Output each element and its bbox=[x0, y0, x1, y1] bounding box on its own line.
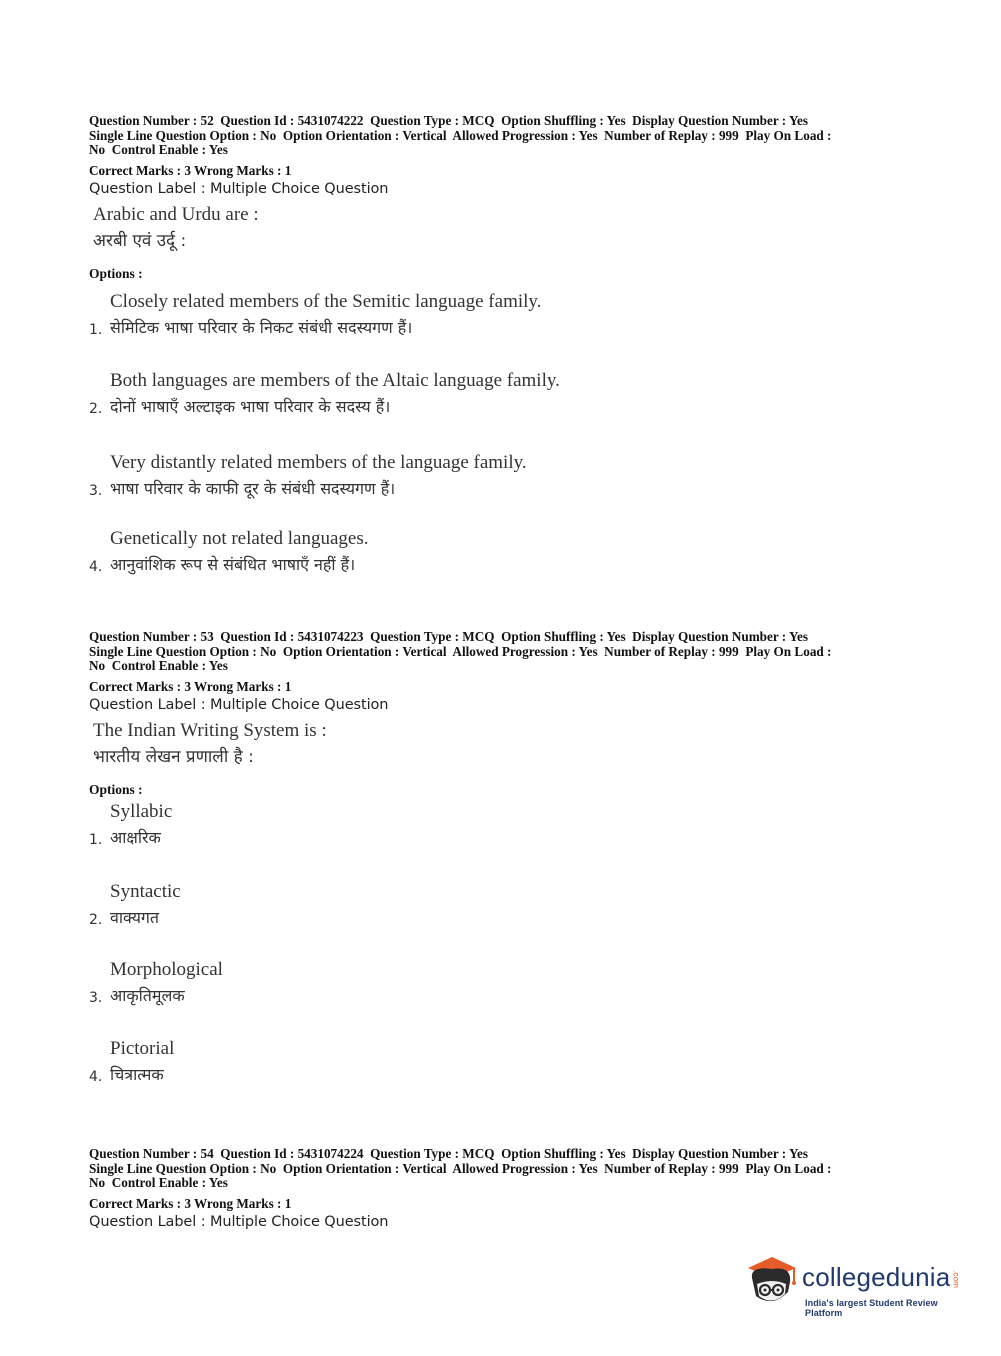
collegedunia-logo bbox=[742, 1252, 972, 1318]
question-52 bbox=[89, 114, 969, 630]
option-text-english: Pictorial bbox=[110, 1037, 175, 1059]
option-text-hindi: दोनों भाषाएँ अल्टाइक भाषा परिवार के सदस्य हैं। bbox=[110, 396, 391, 416]
option-number: 4. bbox=[89, 558, 103, 575]
option-number: 3. bbox=[89, 989, 103, 1006]
question-text-english: Arabic and Urdu are : bbox=[93, 203, 259, 225]
question-meta-line-2: Single Line Question Option : No Option Orientation : Vertical Allowed Progression : Yes Number of Replay : 999 Play On Load : bbox=[89, 643, 832, 659]
option-text-hindi: आक्षरिक bbox=[110, 827, 161, 847]
question-marks: Correct Marks : 3 Wrong Marks : 1 bbox=[89, 678, 292, 694]
question-54 bbox=[89, 1147, 969, 1232]
question-meta-line-1: Question Number : 54 Question Id : 5431074224 Question Type : MCQ Option Shuffling : Yes Display Question Number : Yes bbox=[89, 1146, 809, 1161]
option-number: 3. bbox=[89, 482, 103, 499]
logo-tagline: India's largest Student Review Platform bbox=[805, 1298, 938, 1318]
option-number: 2. bbox=[89, 400, 103, 417]
question-meta-line-2: Single Line Question Option : No Option Orientation : Vertical Allowed Progression : Yes Number of Replay : 999 Play On Load : bbox=[89, 1160, 832, 1176]
option-text-english: Morphological bbox=[110, 958, 223, 980]
option-1 bbox=[89, 800, 969, 852]
option-3 bbox=[89, 958, 969, 1010]
option-3 bbox=[89, 451, 969, 503]
question-meta-line-1: Question Number : 53 Question Id : 5431074223 Question Type : MCQ Option Shuffling : Yes Display Question Number : Yes bbox=[89, 629, 809, 644]
option-text-english: Closely related members of the Semitic language family. bbox=[110, 290, 542, 312]
option-1 bbox=[89, 290, 969, 342]
question-paper bbox=[89, 114, 969, 1232]
option-text-english: Genetically not related languages. bbox=[110, 527, 369, 549]
option-text-hindi: चित्रात्मक bbox=[110, 1064, 164, 1084]
option-text-hindi: सेमिटिक भाषा परिवार के निकट संबंधी सदस्यगण हैं। bbox=[110, 317, 413, 337]
option-text-hindi: आकृतिमूलक bbox=[110, 985, 185, 1005]
question-marks: Correct Marks : 3 Wrong Marks : 1 bbox=[89, 162, 292, 178]
logo-suffix: .com bbox=[951, 1270, 961, 1289]
question-text-english: The Indian Writing System is : bbox=[93, 719, 327, 741]
option-2 bbox=[89, 369, 969, 421]
question-text-hindi: भारतीय लेखन प्रणाली है : bbox=[93, 746, 254, 767]
option-text-english: Both languages are members of the Altaic language family. bbox=[110, 369, 560, 391]
question-meta-line-1: Question Number : 52 Question Id : 5431074222 Question Type : MCQ Option Shuffling : Yes Display Question Number : Yes bbox=[89, 113, 809, 128]
question-marks: Correct Marks : 3 Wrong Marks : 1 bbox=[89, 1195, 292, 1211]
option-number: 4. bbox=[89, 1068, 103, 1085]
option-text-english: Very distantly related members of the language family. bbox=[110, 451, 527, 473]
option-text-hindi: आनुवांशिक रूप से संबंधित भाषाएँ नहीं हैं। bbox=[110, 554, 356, 574]
logo-wordmark bbox=[802, 1262, 960, 1293]
question-label: Question Label : Multiple Choice Question bbox=[89, 1213, 389, 1230]
option-number: 1. bbox=[89, 321, 103, 338]
question-meta-line-2: Single Line Question Option : No Option Orientation : Vertical Allowed Progression : Yes Number of Replay : 999 Play On Load : bbox=[89, 127, 832, 143]
student-mascot-icon bbox=[742, 1252, 800, 1310]
options-heading: Options : bbox=[89, 781, 143, 797]
question-meta-line-3: No Control Enable : Yes bbox=[89, 142, 228, 158]
option-2 bbox=[89, 880, 969, 932]
question-meta-line-3: No Control Enable : Yes bbox=[89, 658, 228, 674]
question-label: Question Label : Multiple Choice Question bbox=[89, 180, 389, 197]
option-number: 2. bbox=[89, 911, 103, 928]
question-label: Question Label : Multiple Choice Question bbox=[89, 696, 389, 713]
option-4 bbox=[89, 527, 969, 579]
options-heading: Options : bbox=[89, 265, 143, 281]
option-text-hindi: वाक्यगत bbox=[110, 907, 160, 927]
option-text-hindi: भाषा परिवार के काफी दूर के संबंधी सदस्यगण हैं। bbox=[110, 478, 396, 498]
option-4 bbox=[89, 1037, 969, 1089]
question-meta-line-3: No Control Enable : Yes bbox=[89, 1175, 228, 1191]
logo-name: collegedunia bbox=[802, 1262, 951, 1292]
option-text-english: Syntactic bbox=[110, 880, 181, 902]
option-text-english: Syllabic bbox=[110, 800, 173, 822]
option-number: 1. bbox=[89, 831, 103, 848]
question-text-hindi: अरबी एवं उर्दू : bbox=[93, 230, 187, 251]
question-53 bbox=[89, 630, 969, 1147]
